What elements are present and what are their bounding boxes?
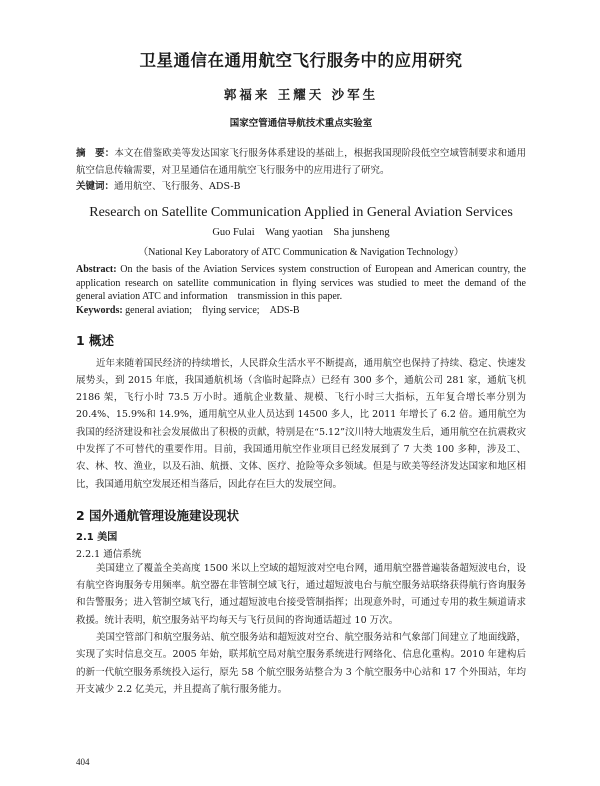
authors-cn: 郭福来 王耀天 沙军生 xyxy=(223,87,379,102)
abstract-en-label: Abstract: xyxy=(76,264,117,275)
section-1-paragraph: 近年来随着国民经济的持续增长，人民群众生活水平不断提高，通用航空也保持了持续、稳定、快速发展势头，到 2015 年底，我国通航机场（含临时起降点）已经有 300 多个，通航公司 281 家，通航飞机 2186 架，飞行小时 73.5 万小时。通航企业数量、规模、飞行小时三大指标，五年复合增长率分别为 20.4%、15.9%和 14.9%，通用航空从业人员达到 14500 多人，比 2011 年增长了 6.2 倍。通用航空为我国的经济建设和社会发展做出了积极的贡献，特别是在“5.12”汶川特大地震发生后，通用航空在抗震救灾中发挥了不可替代的重要作用。目前，我国通用航空作业项目已经发展到了 7 大类 100 多种，涉及工、农、林、牧、渔业，以及石油、航摄、文体、医疗、抢险等众多领域。但是与欧美等经济发达国家和地区相比，我国通用航空发展还相当落后，因此存在巨大的发展空间。 xyxy=(76,357,526,490)
paper-title-en: Research on Satellite Communication Applied in General Aviation Services xyxy=(89,205,513,220)
affiliation-cn: 国家空管通信导航技术重点实验室 xyxy=(229,118,373,129)
section-2-heading: 2 国外通航管理设施建设现状 xyxy=(76,507,240,523)
affiliation-en: （National Key Laboratory of ATC Communication & Navigation Technology） xyxy=(138,247,464,258)
keywords-cn-text: 通用航空、飞行服务、ADS-B xyxy=(114,181,241,192)
page-number: 404 xyxy=(76,757,90,767)
keywords-en-label: Keywords: xyxy=(76,304,123,316)
section-1-heading: 1 概述 xyxy=(76,332,115,348)
authors-en: Guo Fulai Wang yaotian Sha junsheng xyxy=(212,227,390,238)
keywords-cn-label: 关键词： xyxy=(76,181,115,192)
keywords-en-text: general aviation; flying service; ADS-B xyxy=(122,304,300,316)
section-2-2-1-heading: 2.2.1 通信系统 xyxy=(76,548,142,560)
abstract-cn-text: 本文在借鉴欧美等发达国家飞行服务体系建设的基础上，根据我国现阶段低空空域管制要求和通用航空信息传输需要，对卫星通信在通用航空飞行服务中的应用进行了研究。 xyxy=(76,148,526,176)
keywords-en xyxy=(76,304,526,318)
section-2-paragraph-2: 美国空管部门和航空服务站、航空服务站和超短波对空台、航空服务站和气象部门间建立了地面线路，实现了实时信息交互。2005 年始，联邦航空局对航空服务系统进行网络化、信息化重构。2010 年建构后的新一代航空服务系统投入运行，原先 58 个航空服务站整合为 3 个航空服务中心站和 17 个外围站，年均开支减少 2.2 亿美元，并且提高了航行服务能力。 xyxy=(76,632,526,695)
paper-title-cn: 卫星通信在通用航空飞行服务中的应用研究 xyxy=(139,51,463,70)
abstract-cn-label: 摘 要： xyxy=(76,148,115,159)
abstract-en xyxy=(76,263,526,304)
keywords-cn xyxy=(76,179,526,195)
abstract-en-text: On the basis of the Aviation Services system construction of European and American country, the application research on satellite communication in flying services was studied to meet the demand of the general aviation ATC and information transmission in this paper. xyxy=(76,264,526,302)
abstract-cn xyxy=(76,145,526,179)
section-2-paragraph-1: 美国建立了覆盖全美高度 1500 米以上空域的超短波对空电台网，通用航空器普遍装备超短波电台，设有航空咨询服务专用频率。航空器在非管制空域飞行，通过超短波电台与航空服务站联络获得航行咨询服务和告警服务；进入管制空域飞行，通过超短波电台接受管制指挥；出现意外时，可通过专用的救生频道请求救援。统计表明，航空服务站平均每天与飞行员间的咨询通话超过 10 万次。 xyxy=(76,562,526,626)
section-2-1-heading: 2.1 美国 xyxy=(76,531,118,543)
